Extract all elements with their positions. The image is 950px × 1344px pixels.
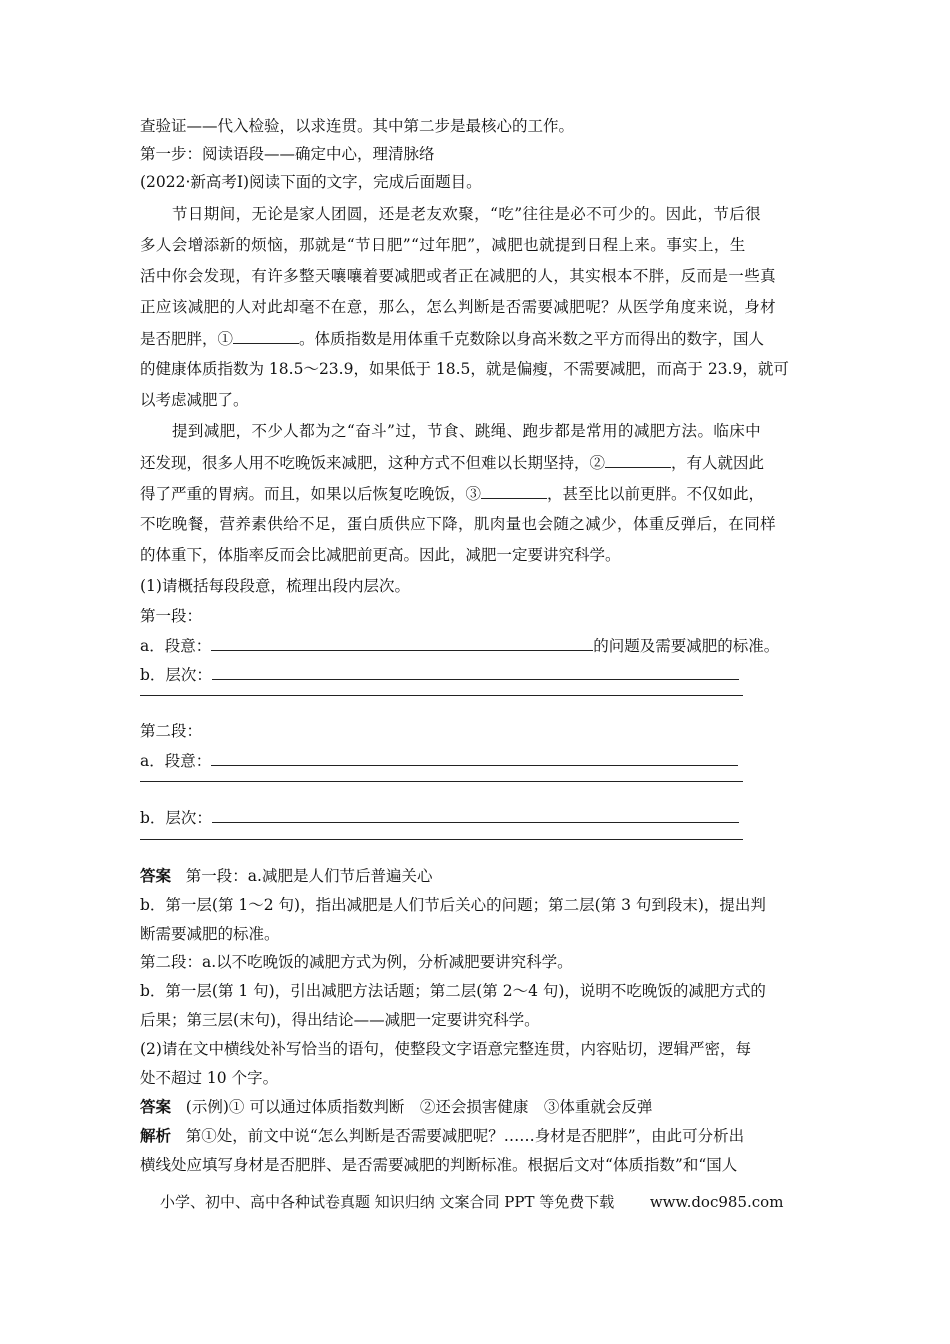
seg1-meaning-input[interactable] [211,635,593,651]
page-footer [160,1191,800,1212]
seg1-layers-input[interactable] [212,664,739,680]
para2-fragment: ，甚至比以前更胖。不仅如此， [547,485,765,503]
blank-2 [605,452,671,468]
seg2-layers-line [140,807,739,828]
question-2-cont: 处不超过 10 个字。 [140,1069,279,1087]
question-1: (1)请概括每段段意，梳理出段内层次。 [140,577,410,595]
footer-link[interactable]: www.doc985.com [649,1193,784,1211]
intro-line: 查验证——代入检验，以求连贯。其中第二步是最核心的工作。 [140,117,575,135]
analysis-line [140,1126,744,1146]
analysis-label: 解析 [140,1127,172,1145]
seg1-meaning-line [140,635,779,656]
seg2-meaning-line [140,750,738,771]
para2-line [140,483,764,504]
para2-fragment: ，有人就因此 [671,454,765,472]
analysis-text: 第①处，前文中说“怎么判断是否需要减肥呢？……身材是否肥胖”，由此可分析出 [185,1127,745,1145]
source-line: (2022·新高考Ⅰ)阅读下面的文字，完成后面题目。 [140,173,482,191]
answer-rule[interactable] [140,781,743,782]
seg1-layers-line [140,664,739,685]
answer-line: 第二段：a.以不吃晚饭的减肥方式为例，分析减肥要讲究科学。 [140,953,573,971]
segment-2-heading: 第二段： [140,722,203,740]
answer-text: 第一段：a.减肥是人们节后普遍关心 [185,867,433,885]
answer-label: 答案 [140,867,172,885]
para1-line: 活中你会发现，有许多整天嚷嚷着要减肥或者正在减肥的人，其实根本不胖，反而是一些真 [140,267,777,285]
para1-line: 正应该减肥的人对此却毫不在意，那么，怎么判断是否需要减肥呢？从医学角度来说，身材 [140,298,777,316]
answer-rule[interactable] [140,695,743,696]
para1-fragment: 是否肥胖，① [140,330,234,348]
seg1-meaning-label: a．段意： [140,637,212,655]
para1-line: 的健康体质指数为 18.5～23.9，如果低于 18.5，就是偏瘦，不需要减肥，而高于 23.9，就可 [140,360,789,378]
seg1-meaning-tail: 的问题及需要减肥的标准。 [593,637,780,655]
answer-line: 断需要减肥的标准。 [140,925,280,943]
para2-line [140,452,764,473]
para1-fragment: 。体质指数是用体重千克数除以身高米数之平方而得出的数字，国人 [299,330,765,348]
para2-line: 提到减肥，不少人都为之“奋斗”过，节食、跳绳、跑步都是常用的减肥方法。临床中 [172,422,762,440]
footer-text: 小学、初中、高中各种试卷真题 知识归纳 文案合同 PPT 等免费下载 [160,1193,615,1211]
answer-text: (示例)① 可以通过体质指数判断 ②还会损害健康 ③体重就会反弹 [185,1098,653,1116]
seg2-meaning-input[interactable] [211,750,738,766]
answer-rule[interactable] [140,839,743,840]
para2-fragment: 还发现，很多人用不吃晚饭来减肥，这种方式不但难以长期坚持，② [140,454,606,472]
seg2-layers-label: b．层次： [140,809,212,827]
para1-line: 以考虑减肥了。 [140,391,249,409]
blank-3 [481,483,547,499]
seg1-layers-label: b．层次： [140,666,212,684]
seg2-meaning-label: a．段意： [140,752,212,770]
seg2-layers-input[interactable] [212,807,739,823]
para2-line: 不吃晚餐，营养素供给不足，蛋白质供应下降，肌肉量也会随之减少，体重反弹后，在同样 [140,515,777,533]
blank-1 [233,328,299,344]
step-one-heading: 第一步：阅读语段——确定中心，理清脉络 [140,145,435,163]
analysis-line: 横线处应填写身材是否肥胖、是否需要减肥的判断标准。根据后文对“体质指数”和“国人 [140,1156,738,1174]
answer-2-line [140,1097,652,1117]
para1-line: 多人会增添新的烦恼，那就是“节日肥”“过年肥”，减肥也就提到日程上来。事实上，生 [140,236,746,254]
answer-line: 后果；第三层(末句)，得出结论——减肥一定要讲究科学。 [140,1011,540,1029]
segment-1-heading: 第一段： [140,607,203,625]
answer-label: 答案 [140,1098,172,1116]
para2-fragment: 得了严重的胃病。而且，如果以后恢复吃晚饭，③ [140,485,482,503]
question-2: (2)请在文中横线处补写恰当的语句，使整段文字语意完整连贯，内容贴切，逻辑严密，每 [140,1040,751,1058]
para2-line: 的体重下，体脂率反而会比减肥前更高。因此，减肥一定要讲究科学。 [140,546,621,564]
para1-line: 节日期间，无论是家人团圆，还是老友欢聚，“吃”往往是必不可少的。因此，节后很 [172,205,762,223]
answer-1-line [140,866,432,886]
answer-line: b．第一层(第 1～2 句)，指出减肥是人们节后关心的问题；第二层(第 3 句到段末)，提出判 [140,896,766,914]
answer-line: b．第一层(第 1 句)，引出减肥方法话题；第二层(第 2～4 句)，说明不吃晚饭的减肥方式的 [140,982,766,1000]
para1-line [140,328,764,349]
